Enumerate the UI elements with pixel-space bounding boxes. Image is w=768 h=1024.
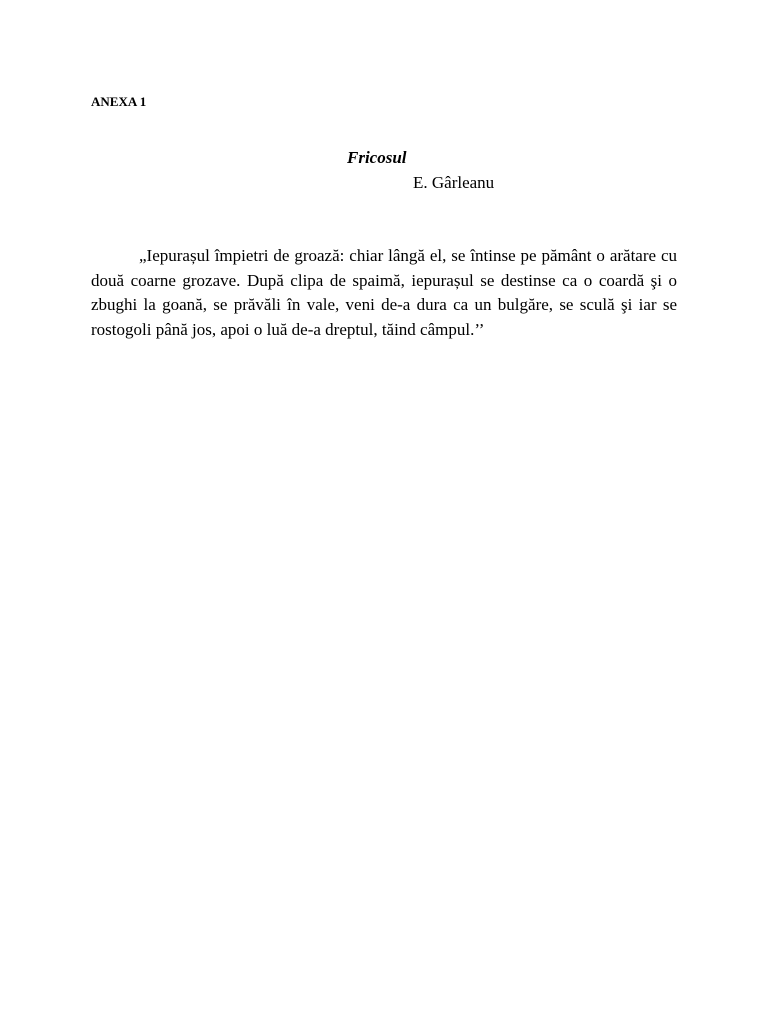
annex-label: ANEXA 1 [91,94,147,109]
story-title: Fricosul [347,148,407,167]
quoted-paragraph: „Iepurașul împietri de groază: chiar lângă el, se întinse pe pământ o arătare cu două coarne grozave. După clipa de spaimă, iepurașul se destinse ca o coardă şi o zbughi la goană, se prăvăli în vale, veni de-a dura ca un bulgăre, se sculă şi iar se rostogoli până jos, apoi o luă de-a dreptul, tăind câmpul.’’ [91,246,677,339]
story-author: E. Gârleanu [413,173,495,192]
